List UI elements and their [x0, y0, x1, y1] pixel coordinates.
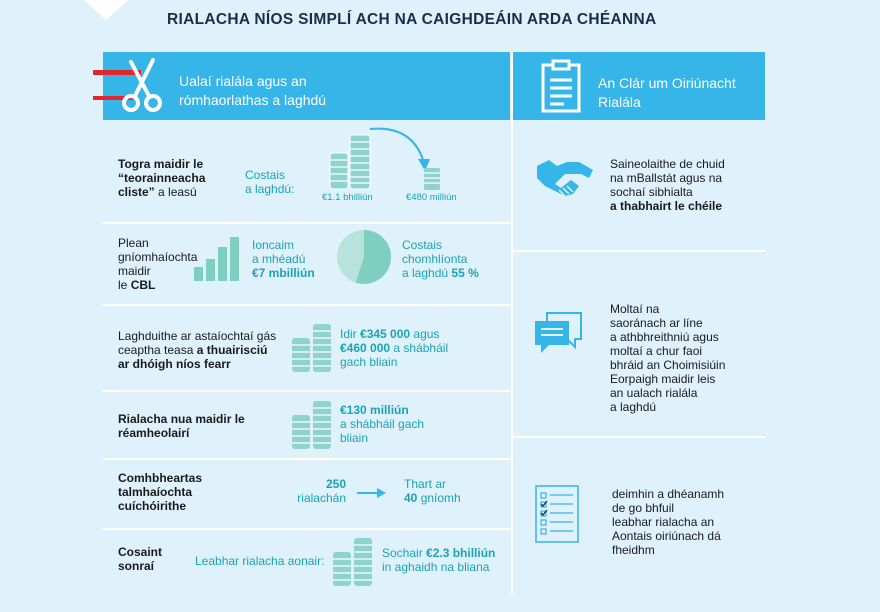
right-block3 — [612, 487, 724, 557]
row5-line2: talmhaíochta — [118, 485, 193, 499]
row4-sav-line1: €130 milliún — [340, 403, 409, 417]
row2-income-line2: a mhéadú — [252, 252, 306, 266]
row6-ben-line2: in aghaidh na bliana — [382, 560, 490, 574]
rb3-line1: deimhin a dhéanamh — [612, 487, 725, 501]
growth-bars-icon — [194, 235, 244, 283]
row2-line3: maidir — [118, 264, 151, 278]
row3-savings — [340, 327, 448, 369]
right-header-line2: Rialála — [598, 94, 641, 110]
coin-stack-small-icon — [424, 168, 440, 190]
row2-comp-percent: 55 % — [451, 266, 479, 280]
row6-ben-b: €2.3 bhilliún — [426, 546, 496, 560]
row6-line2: sonraí — [118, 559, 155, 573]
row5-to-number: 40 — [404, 491, 418, 505]
column-divider — [511, 52, 513, 594]
row6-book: Leabhar rialacha aonair: — [195, 554, 325, 568]
row1-line3-bold: cliste” — [118, 185, 155, 199]
rb1-line2: na mBallstát agus na — [610, 171, 723, 185]
left-header-line1: Ualaí rialála agus an — [179, 73, 307, 89]
row6-benefits — [382, 546, 495, 574]
row5-line1: Comhbheartas — [118, 471, 203, 485]
rb1-line3: sochaí sibhialta — [610, 185, 693, 199]
row3-line2-a: ceaptha teasa — [118, 343, 197, 357]
coin-stacks-icon — [292, 399, 334, 449]
row-divider — [103, 528, 510, 530]
row3-line3: ar dhóigh níos fearr — [118, 357, 231, 371]
row1-line2: “teorainneacha — [118, 171, 206, 185]
row6-ben-line1 — [382, 546, 495, 560]
top-notch — [84, 0, 128, 20]
row6-line1: Cosaint — [118, 545, 163, 559]
coin-stacks-icon — [292, 322, 334, 372]
row2-compliance — [402, 238, 479, 280]
row5-to-unit: gníomh — [417, 491, 461, 505]
row5-from-number: 250 — [325, 477, 346, 491]
row6-ben-a: Sochair — [382, 546, 427, 560]
row2-income — [252, 238, 315, 280]
row-divider — [103, 304, 510, 306]
row5-to-line2 — [404, 491, 461, 505]
rb2-line4: moltaí a chur faoi — [610, 344, 703, 358]
row1-costs-line1: Costais — [245, 168, 286, 182]
right-header-line1: An Clár um Oiriúnacht — [598, 75, 736, 91]
speech-bubbles-icon — [535, 313, 585, 357]
rb2-line3: a athbhreithniú agus — [610, 330, 719, 344]
row5-from — [296, 477, 346, 505]
rb2-line7: an ualach rialála — [610, 386, 698, 400]
compliance-pie-chart — [337, 230, 397, 290]
row2-title — [118, 236, 197, 292]
rb3-line5: fheidhm — [612, 543, 655, 557]
row3-line2-b: a thuairisciú — [196, 343, 268, 357]
row-divider — [513, 436, 765, 438]
rb1-line1: Saineolaithe de chuid — [610, 157, 725, 171]
row1-line1: Togra maidir le — [118, 157, 204, 171]
row2-comp-line3 — [402, 266, 479, 280]
right-block1 — [610, 157, 725, 213]
right-block2 — [610, 302, 725, 414]
row1-costs-label — [245, 168, 294, 196]
row2-line4-b: CBL — [130, 278, 156, 292]
rb2-line1: Moltaí na — [610, 302, 660, 316]
right-header — [513, 52, 765, 120]
rb1-line4: a thabhairt le chéile — [610, 199, 723, 213]
row3-line1: Laghduithe ar astaíochtaí gás — [118, 329, 277, 343]
row4-line1: Rialacha nua maidir le — [118, 412, 245, 426]
row-divider — [103, 222, 510, 224]
row1-after-value: €480 milliún — [406, 192, 457, 203]
left-header — [103, 52, 510, 120]
row3-sav-a: Idir — [340, 327, 361, 341]
row1-costs-line2: a laghdú: — [245, 182, 295, 196]
row-divider — [103, 390, 510, 392]
row3-sav-b: €345 000 — [360, 327, 411, 341]
row3-sav-line2 — [340, 341, 448, 355]
rb2-line6: Eorpaigh maidir leis — [610, 372, 716, 386]
rb3-line2: de go bhfuil — [612, 501, 675, 515]
left-header-line2: rómhaorlathas a laghdú — [179, 92, 327, 108]
row1-title — [118, 157, 205, 199]
rb3-line4: Aontais oiriúnach dá — [612, 529, 721, 543]
row2-line1: Plean — [118, 236, 149, 250]
rb3-line3: leabhar rialacha an — [612, 515, 715, 529]
row5-to-line1: Thart ar — [404, 477, 447, 491]
row2-income-value: €7 mbilliún — [252, 266, 315, 280]
scissors-icon — [103, 52, 183, 120]
row6-title — [118, 545, 162, 573]
rb2-line2: saoránach ar líne — [610, 316, 703, 330]
row4-sav-line3: bliain — [340, 431, 369, 445]
row2-line4 — [118, 278, 197, 292]
row1-before-value: €1.1 bhilliún — [322, 192, 373, 203]
row2-line4-a: le — [118, 278, 131, 292]
coin-stacks-icon — [333, 536, 375, 586]
clipboard-icon — [540, 60, 590, 120]
row3-sav-line1 — [340, 327, 448, 341]
row4-title — [118, 412, 245, 440]
row5-line3: cuíchóirithe — [118, 499, 187, 513]
row3-title — [118, 329, 276, 371]
row2-comp-line2: chomhlíonta — [402, 252, 468, 266]
row3-sav-d: €460 000 — [340, 341, 391, 355]
row1-line3 — [118, 185, 205, 199]
row4-line2: réamheolairí — [118, 426, 190, 440]
row2-comp-line1: Costais — [402, 238, 443, 252]
row4-sav-line2: a shábháil gach — [340, 417, 425, 431]
checklist-icon — [535, 485, 581, 545]
row3-line2 — [118, 343, 276, 357]
row2-line2: gníomhaíochta — [118, 250, 198, 264]
row3-sav-line3: gach bliain — [340, 355, 398, 369]
row5-to — [404, 477, 461, 505]
row5-title — [118, 471, 202, 513]
row-divider — [103, 458, 510, 460]
row3-sav-e: a shábháil — [390, 341, 449, 355]
coin-stacks-large-icon — [330, 133, 372, 189]
row2-comp-line3-a: a laghdú — [402, 266, 452, 280]
row5-from-unit: rialachán — [297, 491, 346, 505]
row2-income-line1: Ioncaim — [252, 238, 295, 252]
handshake-icon — [535, 156, 595, 200]
rb2-line5: bhráid an Choimisiúin — [610, 358, 726, 372]
rb2-line8: a laghdú — [610, 400, 657, 414]
row3-sav-c: agus — [410, 327, 440, 341]
right-arrow-icon — [357, 487, 387, 499]
row1-line3-rest: a leasú — [154, 185, 197, 199]
row4-savings — [340, 403, 424, 445]
row-divider — [513, 250, 765, 252]
page-title: RIALACHA NÍOS SIMPLÍ ACH NA CAIGHDEÁIN ARDA CHÉANNA — [167, 11, 657, 28]
